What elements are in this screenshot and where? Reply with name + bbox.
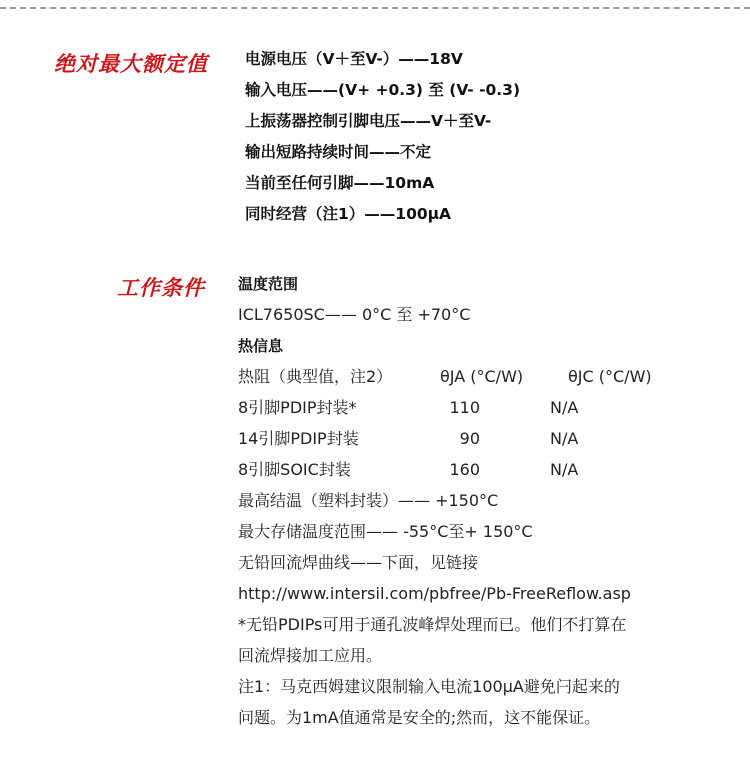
thermal-header-resistance: 热阻（典型值，注2） [238, 367, 393, 386]
theta-ja-value: 90 [459, 429, 480, 448]
note1-line1: 注1：马克西姆建议限制输入电流100μA避免闩起来的 [238, 677, 620, 696]
abs-max-item: 当前至任何引脚——10mA [245, 174, 435, 192]
max-storage-temp: 最大存储温度范围—— -55°C至+ 150°C [238, 522, 533, 541]
abs-max-list [245, 47, 520, 233]
theta-ja-value: 110 [449, 398, 480, 417]
theta-jc-value: N/A [550, 429, 579, 448]
theta-ja-value: 160 [449, 460, 480, 479]
table-row [238, 458, 738, 489]
operating-conditions [238, 272, 738, 737]
abs-max-item: 电源电压（V＋至V-）——18V [245, 50, 463, 68]
thermal-header-theta-ja: θJA (°C/W) [440, 367, 524, 386]
reflow-link: http://www.intersil.com/pbfree/Pb-FreeReflow.asp [238, 584, 631, 603]
temp-range-heading: 温度范围 [238, 275, 299, 293]
table-row [238, 427, 738, 458]
temp-range-value: ICL7650SC—— 0°C 至 +70°C [238, 305, 471, 324]
abs-max-item: 输入电压——(V+ +0.3) 至 (V- -0.3) [245, 81, 521, 99]
abs-max-title: 绝对最大额定值 [54, 52, 208, 76]
reflow-profile: 无铅回流焊曲线——下面，见链接 [238, 553, 479, 572]
abs-max-item: 同时经营（注1）——100μA [245, 205, 452, 223]
abs-max-item: 上振荡器控制引脚电压——V＋至V- [245, 112, 492, 130]
package-name: 8引脚SOIC封装 [238, 460, 351, 479]
theta-jc-value: N/A [550, 398, 579, 417]
note1-line2: 问题。为1mA值通常是安全的;然而，这不能保证。 [238, 708, 601, 727]
abs-max-item: 输出短路持续时间——不定 [245, 143, 432, 161]
package-name: 14引脚PDIP封装 [238, 429, 359, 448]
operating-title: 工作条件 [117, 276, 205, 300]
star-note-line2: 回流焊接加工应用。 [238, 646, 383, 665]
theta-jc-value: N/A [550, 460, 579, 479]
thermal-info-heading: 热信息 [238, 337, 284, 355]
dashed-divider [0, 7, 750, 9]
table-row [238, 396, 738, 427]
thermal-header-theta-jc: θJC (°C/W) [568, 367, 652, 386]
max-junction-temp: 最高结温（塑料封装）—— +150°C [238, 491, 499, 510]
star-note-line1: *无铅PDIPs可用于通孔波峰焊处理而已。他们不打算在 [238, 615, 627, 634]
package-name: 8引脚PDIP封装* [238, 398, 357, 417]
thermal-table-header [238, 365, 738, 396]
